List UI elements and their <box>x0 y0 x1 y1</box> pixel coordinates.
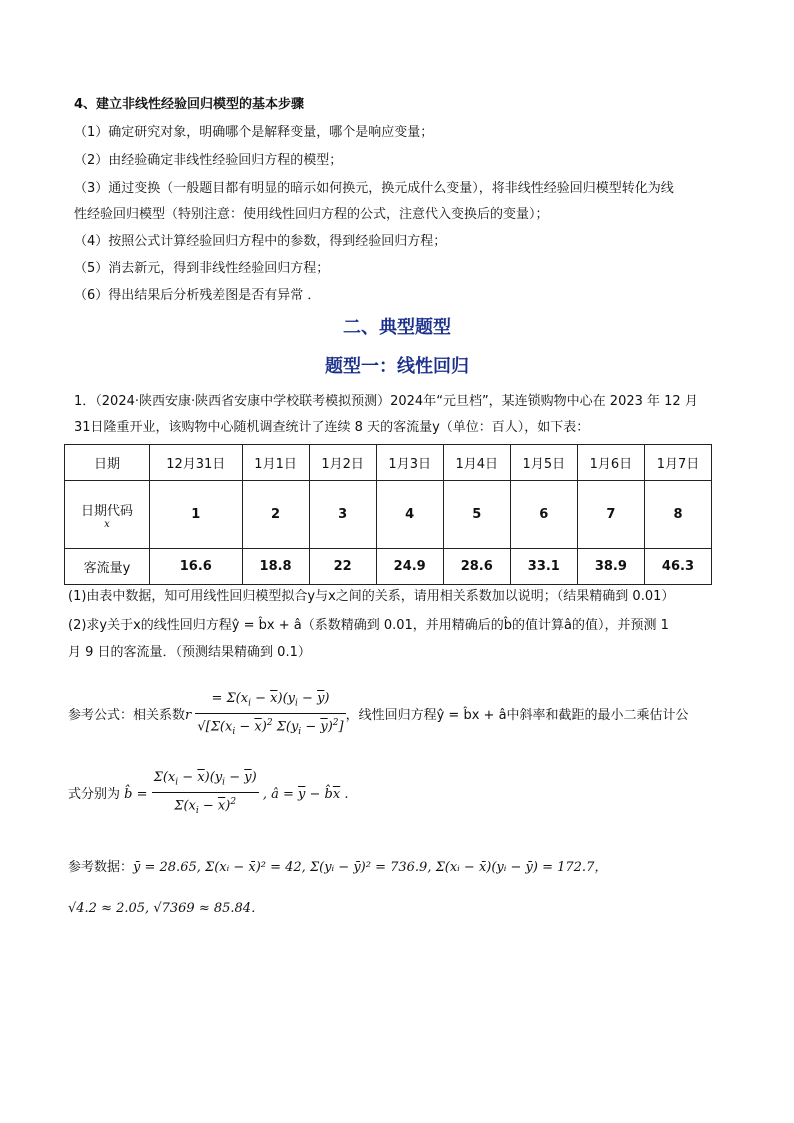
date-cell: 1月4日 <box>443 445 510 481</box>
flow-cell: 33.1 <box>510 549 577 585</box>
steps-title: 4、建立非线性经验回归模型的基本步骤 <box>74 97 305 112</box>
slope-fraction <box>152 769 259 820</box>
date-cell: 1月7日 <box>644 445 711 481</box>
code-cell: 7 <box>577 481 644 549</box>
flow-cell: 16.6 <box>150 549 243 585</box>
intercept-formula: , â = $\overline{y}$ − $b̂\overline{x}$ . <box>262 787 349 802</box>
table-row-flows <box>65 549 712 585</box>
date-cell: 1月6日 <box>577 445 644 481</box>
code-cell: 1 <box>150 481 243 549</box>
flow-cell: 18.8 <box>242 549 309 585</box>
code-cell: 8 <box>644 481 711 549</box>
row-label-code-var: x <box>104 518 110 530</box>
question-2-line-2: 月 9 日的客流量．（预测结果精确到 0.1） <box>68 645 311 660</box>
subsection-title: 题型一：线性回归 <box>325 356 469 377</box>
ref-formula-mid: ，线性回归方程ŷ = b̂x + â中斜率和截距的最小二乘估计公 <box>345 708 689 723</box>
flow-cell: 28.6 <box>443 549 510 585</box>
step-6: （6）得出结果后分析残差图是否有异常 ． <box>74 288 321 303</box>
step-5: （5）消去新元，得到非线性经验回归方程； <box>74 261 330 276</box>
slope-numerator: $\Sigma(x_i - \overline{x})(y_i - \overline{y})$ <box>152 769 259 793</box>
flow-cell: 46.3 <box>644 549 711 585</box>
correlation-denominator: $√[\Sigma(x_i - \overline{x})^2$ $\Sigma(y_i - \overline{y})^2$] <box>197 717 344 737</box>
correlation-formula <box>195 690 345 741</box>
date-cell: 12月31日 <box>150 445 243 481</box>
traffic-table <box>64 444 712 585</box>
correlation-fraction <box>195 690 345 741</box>
date-cell: 1月2日 <box>309 445 376 481</box>
ref-data-values-1: ȳ = 28.65, Σ(xᵢ − x̄)² = 42, Σ(yᵢ − ȳ)² = 736.9, Σ(xᵢ − x̄)(yᵢ − ȳ) = 172.7， <box>133 860 608 875</box>
date-cell: 1月3日 <box>376 445 443 481</box>
step-3a: （3）通过变换（一般题目都有明显的暗示如何换元，换元成什么变量），将非线性经验回归模型转化为线 <box>74 181 674 196</box>
ref-formula-line-2 <box>68 765 348 825</box>
step-2: （2）由经验确定非线性经验回归方程的模型； <box>74 153 343 168</box>
row-label-code-text: 日期代码 <box>80 503 133 519</box>
question-2-line-1: (2)求y关于x的线性回归方程ŷ = b̂x + â（系数精确到 0.01，并用精确后的b̂的值计算â的值），并预测 1 <box>68 618 669 633</box>
r-symbol: r <box>185 708 192 723</box>
section-title: 二、典型题型 <box>343 317 451 338</box>
correlation-numerator: = $\Sigma(x_i - \overline{x})(y_i - \overline{y})$ <box>195 690 345 714</box>
flow-cell: 22 <box>309 549 376 585</box>
step-4: （4）按照公式计算经验回归方程中的参数，得到经验回归方程； <box>74 234 447 249</box>
step-3b: 性经验回归模型（特别注意：使用线性回归方程的公式，注意代入变换后的变量）； <box>74 207 549 222</box>
problem-line-1: 1．（2024·陕西安康·陕西省安康中学校联考模拟预测）2024年“元旦档”，某连锁购物中心在 2023 年 12 月 <box>74 394 698 409</box>
code-cell: 5 <box>443 481 510 549</box>
ref-data-prefix: 参考数据： <box>68 860 134 875</box>
step-1: （1）确定研究对象，明确哪个是解释变量，哪个是响应变量； <box>74 125 434 140</box>
date-cell: 1月5日 <box>510 445 577 481</box>
code-cell: 2 <box>242 481 309 549</box>
flow-cell: 38.9 <box>577 549 644 585</box>
code-cell: 4 <box>376 481 443 549</box>
ref-formula-line-1 <box>68 678 689 754</box>
ref-data-line-2: √4.2 ≈ 2.05, √7369 ≈ 85.84． <box>68 901 265 916</box>
date-cell: 1月1日 <box>242 445 309 481</box>
row-label-date: 日期 <box>65 445 150 481</box>
table-row-codes <box>65 481 712 549</box>
slope-denominator: $\Sigma(x_i - \overline{x})^2$ <box>174 796 237 816</box>
code-cell: 6 <box>510 481 577 549</box>
ref-formula-line2-prefix: 式分别为 <box>68 787 121 802</box>
row-label-code <box>65 481 150 549</box>
flow-cell: 24.9 <box>376 549 443 585</box>
problem-line-2: 31日隆重开业，该购物中心随机调查统计了连续 8 天的客流量y（单位：百人），如下表： <box>74 420 590 435</box>
ref-data-line-1 <box>68 858 607 878</box>
table-row-dates <box>65 445 712 481</box>
ref-formula-prefix: 参考公式：相关系数 <box>68 708 186 723</box>
slope-formula: b̂ = <box>124 787 148 802</box>
code-cell: 3 <box>309 481 376 549</box>
question-1: (1)由表中数据，知可用线性回归模型拟合y与x之间的关系，请用相关系数加以说明；（结果精确到 0.01） <box>68 589 675 604</box>
row-label-flow: 客流量y <box>65 549 150 585</box>
